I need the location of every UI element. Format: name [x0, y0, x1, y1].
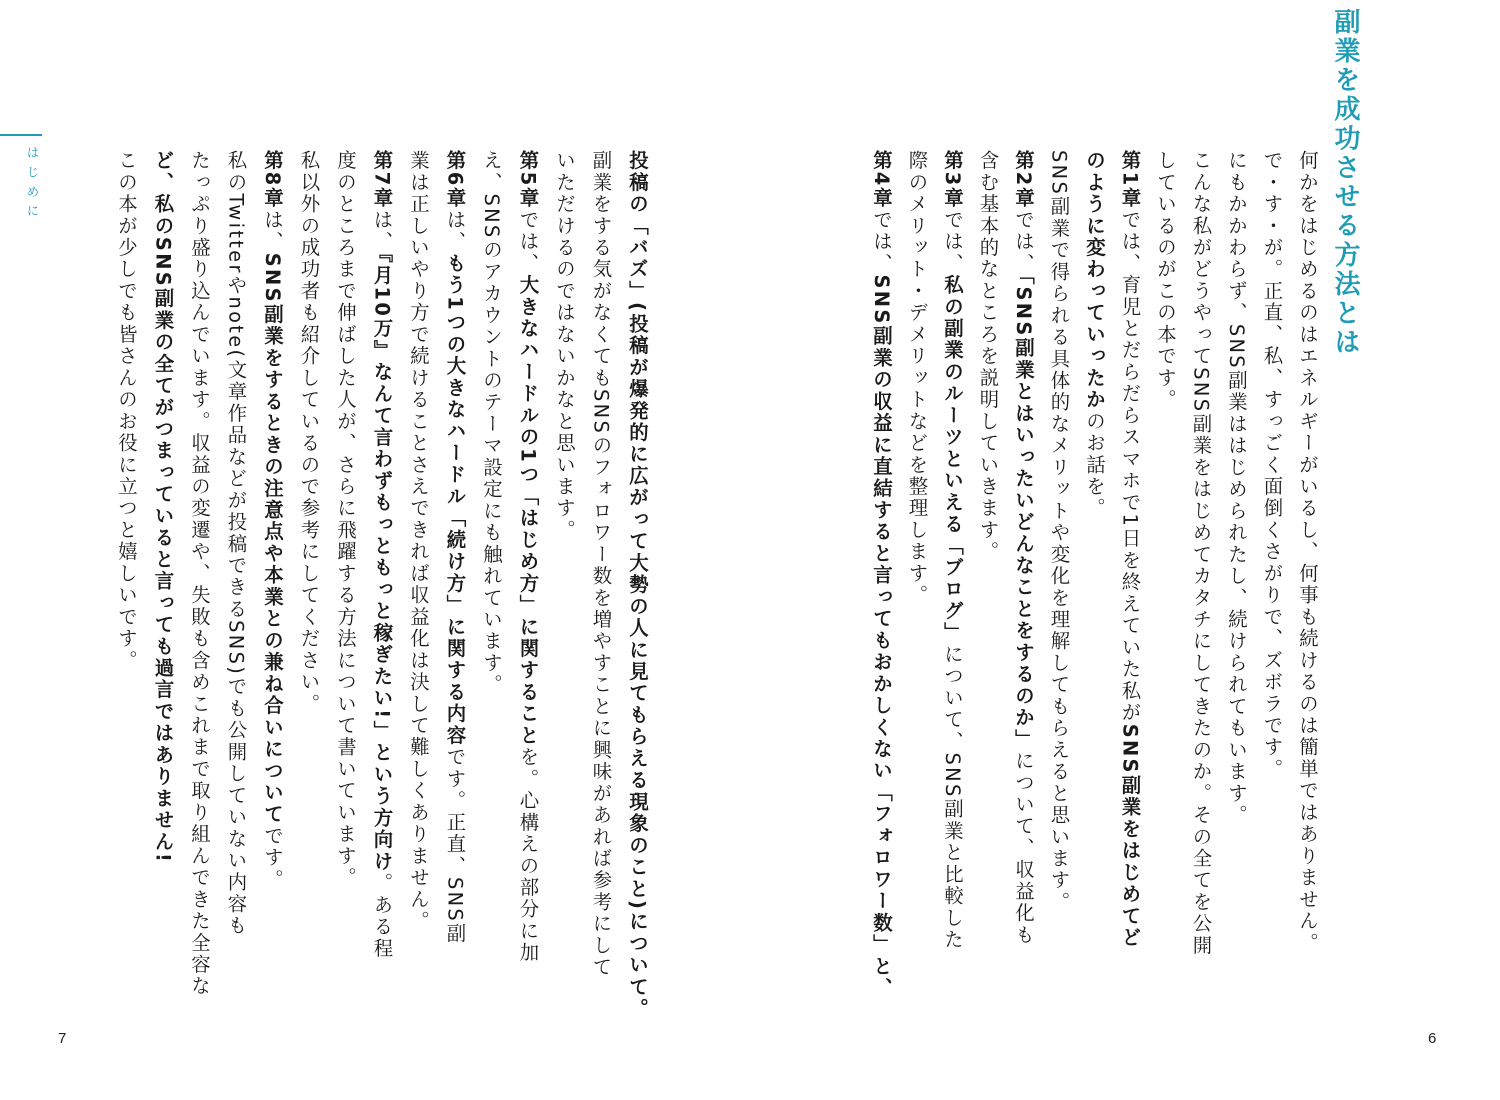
text-column — [365, 150, 399, 959]
bold-text: ど、私のSNS副業の全てがつまっていると言っても過言ではありません! — [151, 150, 175, 865]
text-segment: を。心構えの部分に加 — [516, 746, 540, 964]
text-segment: のお話を。 — [1083, 410, 1106, 520]
bold-text: 「SNS副業とはいったいどんなことをするのか」 — [1012, 274, 1035, 751]
text-column — [182, 150, 216, 997]
text-column — [620, 150, 654, 1020]
text-column — [1290, 150, 1324, 954]
text-segment: です。 — [261, 825, 284, 891]
text-column — [109, 150, 143, 671]
page-number-left: 7 — [58, 1030, 67, 1047]
text-column — [474, 150, 508, 696]
bold-text: のように変わっていったか — [1083, 150, 1106, 411]
text-segment: では、 — [516, 209, 540, 275]
page-left-body — [95, 150, 675, 1020]
text-segment: は、 — [261, 209, 284, 253]
text-column — [146, 150, 180, 864]
text-segment: です。正直、SNS副 — [443, 746, 467, 945]
text-column — [1184, 150, 1218, 957]
bold-text: 第4章 — [870, 150, 893, 210]
text-column — [1219, 150, 1253, 826]
text-segment: 副業をする気がなくてもSNSのフォロワー数を増やすことに興味があれば参考にして — [589, 150, 613, 979]
text-segment: では、育児とだらだらスマホで1日を終えていた私が — [1118, 209, 1142, 724]
text-segment: では、 — [870, 209, 893, 275]
section-heading: 副業を成功させる方法とは — [1330, 8, 1360, 358]
text-column — [1255, 150, 1289, 780]
page-number-right: 6 — [1428, 1030, 1437, 1047]
text-column — [1113, 150, 1147, 949]
text-column — [255, 150, 289, 891]
bold-text: 第2章 — [1012, 150, 1035, 210]
text-column — [328, 150, 362, 889]
bold-text: 第3章 — [941, 150, 964, 210]
bold-text: 第7章 — [370, 150, 394, 210]
running-head: はじめに — [25, 146, 40, 224]
text-segment: こんな私がどうやってSNS副業をはじめてカタチにしてきたのか。その全てを公開 — [1189, 150, 1213, 957]
text-segment: について、収益化も — [1012, 750, 1035, 947]
text-column — [438, 150, 472, 945]
bold-text: 第1章 — [1118, 150, 1142, 210]
running-head-rule — [0, 134, 42, 136]
text-column — [401, 150, 435, 932]
bold-text: もう1つの大きなハードル「続け方」に関する内容 — [443, 252, 467, 747]
text-segment: 度のところまで伸ばした人が、さらに飛躍する方法について書いています。 — [334, 150, 357, 889]
text-column — [900, 150, 934, 606]
text-segment: え、SNSのアカウントのテーマ設定にも触れています。 — [480, 150, 503, 696]
text-column — [292, 150, 326, 715]
text-column — [864, 150, 898, 999]
bold-text: 私の副業のルーツといえる「ブログ」 — [941, 274, 964, 644]
text-column — [547, 150, 581, 541]
text-segment: 私のTwitterやnote(文章作品などが投稿できるSNS)でも公開していない内容も — [224, 150, 248, 937]
bold-text: 第8章 — [261, 150, 284, 210]
text-segment: で・す・が。正直、私、すっごく面倒くさがりで、ズボラです。 — [1260, 150, 1284, 781]
text-column — [1148, 150, 1182, 411]
text-segment: は、 — [370, 209, 394, 253]
text-column — [511, 150, 545, 964]
text-segment: 際のメリット・デメリットなどを整理します。 — [905, 150, 929, 607]
text-segment: について、SNS副業と比較した — [941, 643, 964, 951]
text-column — [584, 150, 618, 978]
text-column — [971, 150, 1005, 563]
bold-text: 投稿の「バズ」(投稿が爆発的に広がって大勢の人に見てもらえる現象のこと)について。 — [626, 150, 649, 1020]
text-segment: は、 — [443, 209, 467, 253]
bold-text: 第5章 — [516, 150, 540, 210]
bold-text: SNS副業をするときの注意点や本業との兼ね合いについて — [261, 252, 284, 826]
text-segment: 何かをはじめるのはエネルギーがいるし、何事も続けるのは簡単ではありません。 — [1296, 150, 1319, 954]
text-segment: 含む基本的なところを説明していきます。 — [976, 150, 1000, 563]
text-segment: いただけるのではないかなと思います。 — [553, 150, 576, 542]
text-column — [935, 150, 969, 951]
bold-text: 」という方向け — [370, 720, 394, 873]
text-segment: この本が少しでも皆さんのお役に立つと嬉しいです。 — [115, 150, 138, 672]
bold-text: SNS副業をはじめてど — [1118, 723, 1142, 949]
text-segment: しているのがこの本です。 — [1154, 150, 1177, 411]
text-segment: たっぷり盛り込んでいます。収益の変遷や、失敗も含めこれまで取り組んできた全容な — [188, 150, 211, 998]
text-column — [1077, 150, 1111, 519]
text-column — [219, 150, 253, 937]
bold-text: 第6章 — [443, 150, 467, 210]
bold-text: 大きなハードルの1つ「はじめ方」に関すること — [516, 274, 540, 747]
text-segment: 。ある程 — [370, 872, 394, 960]
text-segment: では、 — [941, 209, 964, 275]
text-segment: にもかかわらず、SNS副業ははじめられたし、続けられてもいます。 — [1225, 150, 1248, 827]
bold-text: 『月10万』なんて言わずもっともっと稼ぎたい! — [370, 252, 394, 721]
text-segment: SNS副業で得られる具体的なメリットや変化を理解してもらえると思います。 — [1047, 150, 1071, 914]
text-column — [1006, 150, 1040, 946]
text-column — [1042, 150, 1076, 913]
text-segment: 私以外の成功者も紹介しているので参考にしてください。 — [297, 150, 321, 715]
bold-text: SNS副業の収益に直結すると言ってもおかしくない「フォロワー数」と、 — [870, 274, 893, 1000]
page-right-body — [760, 150, 1380, 1020]
text-segment: 業は正しいやり方で続けることさえできれば収益化は決して難しくありません。 — [407, 150, 430, 933]
text-segment: では、 — [1012, 209, 1035, 275]
